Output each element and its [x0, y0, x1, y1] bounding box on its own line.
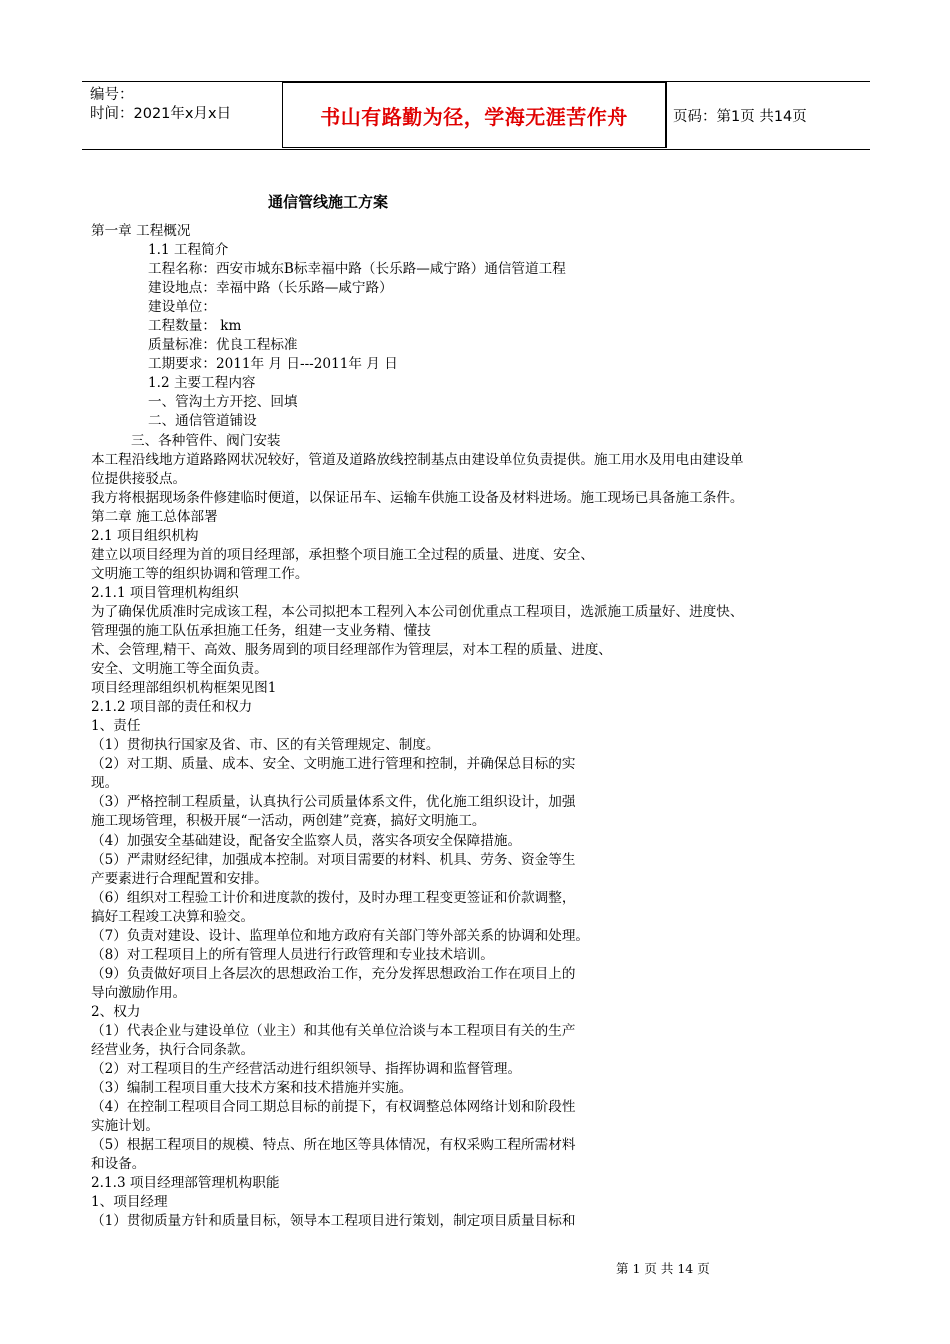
text-line: （3）编制工程项目重大技术方案和技术措施并实施。	[91, 1080, 413, 1097]
document-time-label: 时间：2021年x月x日	[90, 106, 232, 122]
text-line: 1.2 主要工程内容	[148, 375, 256, 392]
text-line: 为了确保优质准时完成该工程，本公司拟把本工程列入本公司创优重点工程项目，选派施工质量好、进度快、	[91, 603, 744, 620]
page-footer: 第 1 页 共 14 页	[616, 1261, 710, 1276]
text-line: 文明施工等的组织协调和管理工作。	[91, 565, 309, 582]
text-line: （5）严肃财经纪律，加强成本控制。对项目需要的材料、机具、劳务、资金等生	[91, 851, 576, 868]
text-line: 施工现场管理，积极开展“一活动，两创建”竞赛，搞好文明施工。	[91, 813, 486, 830]
text-line: （8）对工程项目上的所有管理人员进行行政管理和专业技术培训。	[91, 946, 494, 963]
text-line: （5）根据工程项目的规模、特点、所在地区等具体情况，有权采购工程所需材料	[91, 1137, 576, 1154]
text-line: 导向激励作用。	[91, 984, 187, 1001]
text-line: （6）组织对工程验工计价和进度款的拨付，及时办理工程变更签证和价款调整，	[91, 889, 576, 906]
text-line: （2）对工程项目的生产经营活动进行组织领导、指挥协调和监督管理。	[91, 1061, 522, 1078]
text-line: 2.1.2 项目部的责任和权力	[91, 699, 253, 716]
text-line: 质量标准：优良工程标准	[148, 337, 298, 354]
text-line: 搞好工程竣工决算和验交。	[91, 908, 255, 925]
text-line: （1）代表企业与建设单位（业主）和其他有关单位洽谈与本工程项目有关的生产	[91, 1022, 576, 1039]
text-line: 术、会管理,精干、高效、服务周到的项目经理部作为管理层，对本工程的质量、进度、	[91, 642, 612, 659]
text-line: 工期要求：2011年 月 日---2011年 月 日	[148, 356, 398, 373]
header-meta	[90, 86, 290, 124]
text-line: 第一章 工程概况	[91, 223, 191, 239]
text-line: 位提供接驳点。	[91, 470, 187, 487]
text-line: 建立以项目经理为首的项目经理部，承担整个项目施工全过程的质量、进度、安全、	[91, 546, 594, 563]
text-line: 建设单位：	[148, 299, 216, 316]
text-line: 经营业务，执行合同条款。	[91, 1042, 255, 1059]
text-line: 一、管沟土方开挖、回填	[148, 394, 298, 411]
text-line: （4）在控制工程项目合同工期总目标的前提下，有权调整总体网络计划和阶段性	[91, 1099, 576, 1116]
text-line: 管理强的施工队伍承担施工任务，组建一支业务精、懂技	[91, 622, 431, 639]
text-line: （1）贯彻质量方针和质量目标，领导本工程项目进行策划，制定项目质量目标和	[91, 1213, 576, 1230]
text-line: 和设备。	[91, 1156, 146, 1173]
text-line: 项目经理部组织机构框架见图1	[91, 680, 277, 697]
text-line: （9）负责做好项目上各层次的思想政治工作，充分发挥思想政治工作在项目上的	[91, 965, 576, 982]
text-line: 第二章 施工总体部署	[91, 508, 218, 525]
text-line: （4）加强安全基础建设，配备安全监察人员，落实各项安全保障措施。	[91, 832, 522, 849]
text-line: 安全、文明施工等全面负责。	[91, 661, 268, 678]
text-line: 我方将根据现场条件修建临时便道，以保证吊车、运输车供施工设备及材料进场。施工现场已具备施工条件。	[91, 489, 744, 506]
header-page-info: 页码：第1页 共14页	[666, 82, 870, 148]
text-line: 工程数量： km	[148, 318, 242, 335]
text-line: 产要素进行合理配置和安排。	[91, 870, 268, 887]
text-line: 1.1 工程简介	[148, 242, 229, 259]
text-line: 1、项目经理	[91, 1194, 168, 1211]
header-motto: 书山有路勤为径，学海无涯苦作舟	[282, 82, 666, 148]
text-line: 本工程沿线地方道路路网状况较好，管道及道路放线控制基点由建设单位负责提供。施工用水及用电由建设单	[91, 451, 744, 468]
document-title: 通信管线施工方案	[268, 193, 389, 211]
text-line: 2.1 项目组织机构	[91, 527, 199, 544]
text-line: 工程名称：西安市城东B标幸福中路（长乐路—咸宁路）通信管道工程	[148, 261, 566, 278]
text-line: （2）对工期、质量、成本、安全、文明施工进行管理和控制，并确保总目标的实	[91, 756, 576, 773]
page-header	[82, 81, 870, 150]
text-line: （3）严格控制工程质量，认真执行公司质量体系文件，优化施工组织设计，加强	[91, 794, 576, 811]
text-line: （1）贯彻执行国家及省、市、区的有关管理规定、制度。	[91, 737, 440, 754]
text-line: 2.1.3 项目经理部管理机构职能	[91, 1175, 280, 1192]
text-line: 2.1.1 项目管理机构组织	[91, 584, 239, 601]
text-line: 建设地点：幸福中路（长乐路—咸宁路）	[148, 280, 393, 297]
text-line: （7）负责对建设、设计、监理单位和地方政府有关部门等外部关系的协调和处理。	[91, 927, 590, 944]
text-line: 1、责任	[91, 718, 141, 735]
text-line: 实施计划。	[91, 1118, 159, 1135]
text-line: 二、通信管道铺设	[148, 413, 257, 430]
text-line: 2、权力	[91, 1003, 141, 1020]
text-line: 三、各种管件、阀门安装	[131, 432, 281, 449]
document-body	[91, 222, 871, 1231]
document-number-label: 编号：	[90, 87, 134, 103]
text-line: 现。	[91, 775, 119, 792]
